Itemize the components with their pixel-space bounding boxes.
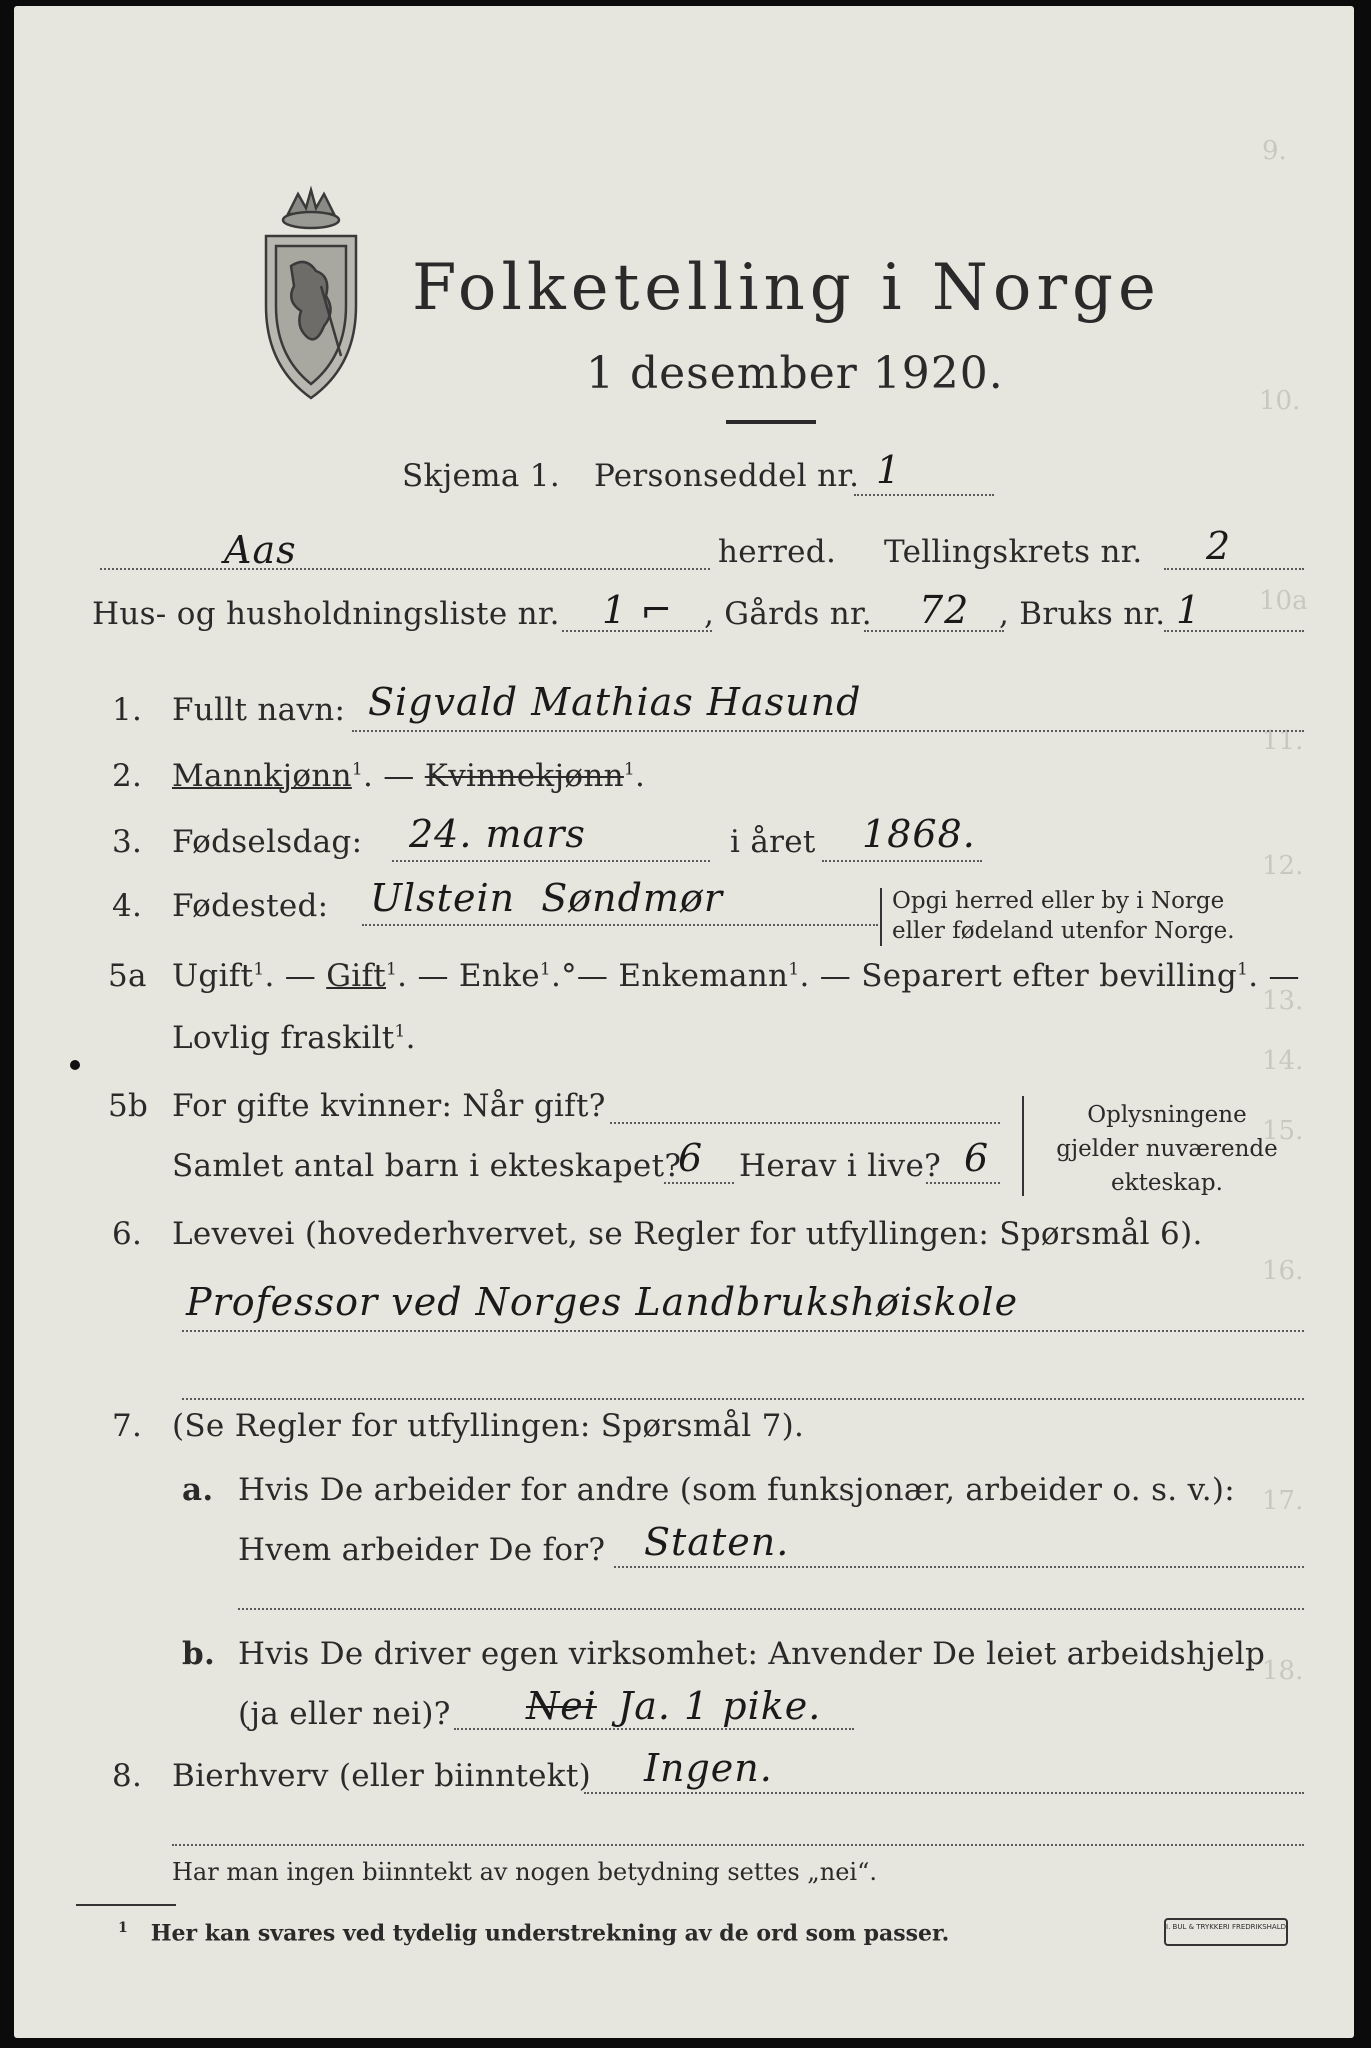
children-line <box>664 1182 734 1184</box>
q6-label: Levevei (hovederhvervet, se Regler for utfyllingen: Spørsmål 6). <box>172 1216 1203 1252</box>
bleed-through-number: 15. <box>1262 1116 1304 1146</box>
q6-number: 6. <box>112 1216 143 1252</box>
bleed-through-number: 11. <box>1262 726 1304 756</box>
q7b-letter: b. <box>182 1636 216 1672</box>
marital-status-divorced: Lovlig fraskilt$^1$. <box>172 1020 416 1056</box>
hired-help-line <box>454 1728 854 1730</box>
q7a-line2: Hvem arbeider De for? <box>238 1532 606 1568</box>
printer-stamp: I. BUL & TRYKKERI FREDRIKSHALD <box>1164 1918 1288 1946</box>
bleed-through-number: 9. <box>1262 136 1287 166</box>
side-income-line <box>584 1792 1304 1794</box>
occupation-line <box>182 1330 1304 1332</box>
year-label: i året <box>730 824 816 860</box>
household-line <box>562 630 712 632</box>
q7-number: 7. <box>112 1408 143 1444</box>
tellingskrets-line <box>1164 568 1304 570</box>
bleed-through-number: 10. <box>1259 386 1301 416</box>
bleed-through-number: 17. <box>1262 1486 1304 1516</box>
bleed-through-number: 14. <box>1262 1046 1304 1076</box>
alive-value: 6 <box>964 1136 990 1180</box>
side-income-value: Ingen. <box>644 1746 773 1790</box>
coat-of-arms-icon <box>246 186 376 406</box>
marital-status-married: Gift <box>326 958 387 994</box>
birthyear-value: 1868. <box>862 812 976 856</box>
footer-note: Har man ingen biinntekt av nogen betydning settes „nei“. <box>172 1858 877 1886</box>
birthplace-note: Opgi herred eller by i Norge eller fødeland utenfor Norge. <box>892 888 1235 944</box>
gender-male: Mannkjønn <box>172 758 352 794</box>
footnote: $^1$ Her kan svares ved tydelig understrekning av de ord som passer. <box>118 1920 950 1947</box>
q5a-number: 5a <box>108 958 147 994</box>
schema-label: Skjema 1. <box>402 458 560 494</box>
bleed-through-number: 13. <box>1262 986 1304 1016</box>
household-value: 1 ⌐ <box>602 588 674 632</box>
bruks-line <box>1164 630 1304 632</box>
q1-number: 1. <box>112 692 143 728</box>
q4-number: 4. <box>112 888 143 924</box>
birthdate-line <box>392 860 710 862</box>
q5b-number: 5b <box>108 1088 149 1124</box>
occupation-line-2 <box>182 1398 1304 1400</box>
employer-line-2 <box>238 1608 1304 1610</box>
full-name-line <box>352 730 1304 732</box>
alive-label: Herav i live? <box>739 1148 942 1184</box>
gender-female: Kvinnekjønn <box>424 758 624 794</box>
employer-value: Staten. <box>644 1520 790 1564</box>
q7b-line1: Hvis De driver egen virksomhet: Anvender De leiet arbeidshjelp <box>238 1636 1266 1672</box>
side-income-line-2 <box>172 1844 1304 1846</box>
gards-line <box>864 630 1004 632</box>
footnote-rule <box>76 1904 176 1906</box>
q3-label: Fødselsdag: <box>172 824 363 860</box>
occupation-value: Professor ved Norges Landbrukshøiskole <box>186 1280 1019 1324</box>
bleed-through-number: 16. <box>1262 1256 1304 1286</box>
children-value: 6 <box>678 1136 704 1180</box>
bleed-through-number: 12. <box>1262 851 1304 881</box>
bleed-through-number: 10a <box>1259 586 1308 616</box>
tellingskrets-label: Tellingskrets nr. <box>884 534 1143 570</box>
gender-options: Mannkjønn$^1$. — Kvinnekjønn$^1$. <box>172 758 646 794</box>
full-name-value: Sigvald Mathias Hasund <box>368 680 862 724</box>
census-date: 1 desember 1920. <box>586 348 1004 399</box>
household-label: Hus- og husholdningsliste nr. <box>92 596 560 632</box>
q8-label: Bierhverv (eller biinntekt) <box>172 1758 592 1794</box>
birthplace-line <box>362 924 878 926</box>
q7b-line2: (ja eller nei)? <box>238 1696 451 1732</box>
q3-number: 3. <box>112 824 143 860</box>
q5b-label: For gifte kvinner: Når gift? <box>172 1088 606 1124</box>
person-number: 1 <box>876 448 902 492</box>
q4-label: Fødested: <box>172 888 329 924</box>
form-title: Folketelling i Norge <box>412 251 1161 325</box>
birthdate-value: 24. mars <box>409 812 586 856</box>
person-number-line <box>854 494 994 496</box>
married-when-line <box>610 1122 1000 1124</box>
q7a-line1: Hvis De arbeider for andre (som funksjonær, arbeider o. s. v.): <box>238 1472 1236 1508</box>
tellingskrets-value: 2 <box>1206 524 1232 568</box>
gards-label: , Gårds nr. <box>704 596 872 632</box>
marital-status-options: Ugift$^1$. — Gift$^1$. — Enke$^1$.°— Enkemann$^1$. — Separert efter bevilling$^1$. — <box>172 958 1300 994</box>
marriage-note-brace <box>1022 1096 1024 1196</box>
herred-line <box>100 568 710 570</box>
census-form <box>14 6 1354 2038</box>
birthplace-value: Ulstein Søndmør <box>370 876 724 920</box>
bruks-value: 1 <box>1176 588 1202 632</box>
marriage-note: Oplysningene gjelder nuværende ekteskap. <box>1056 1102 1278 1196</box>
alive-line <box>926 1182 1000 1184</box>
children-label: Samlet antal barn i ekteskapet? <box>172 1148 682 1184</box>
birthyear-line <box>822 860 982 862</box>
q7-label: (Se Regler for utfyllingen: Spørsmål 7). <box>172 1408 805 1444</box>
birthplace-note-brace <box>880 888 882 946</box>
gards-value: 72 <box>919 588 970 632</box>
hired-help-struck-value: Nei <box>526 1684 597 1728</box>
title-rule <box>726 420 816 424</box>
q2-number: 2. <box>112 758 143 794</box>
person-label: Personseddel nr. <box>594 458 860 494</box>
hired-help-value: Ja. 1 pike. <box>618 1684 822 1728</box>
q7a-letter: a. <box>182 1472 214 1508</box>
ink-spot <box>70 1060 80 1070</box>
herred-value: Aas <box>224 528 297 572</box>
bleed-through-number: 18. <box>1262 1656 1304 1686</box>
bruks-label: , Bruks nr. <box>999 596 1166 632</box>
q1-label: Fullt navn: <box>172 692 346 728</box>
herred-label: herred. <box>718 534 837 570</box>
employer-line <box>614 1566 1304 1568</box>
q8-number: 8. <box>112 1758 143 1794</box>
